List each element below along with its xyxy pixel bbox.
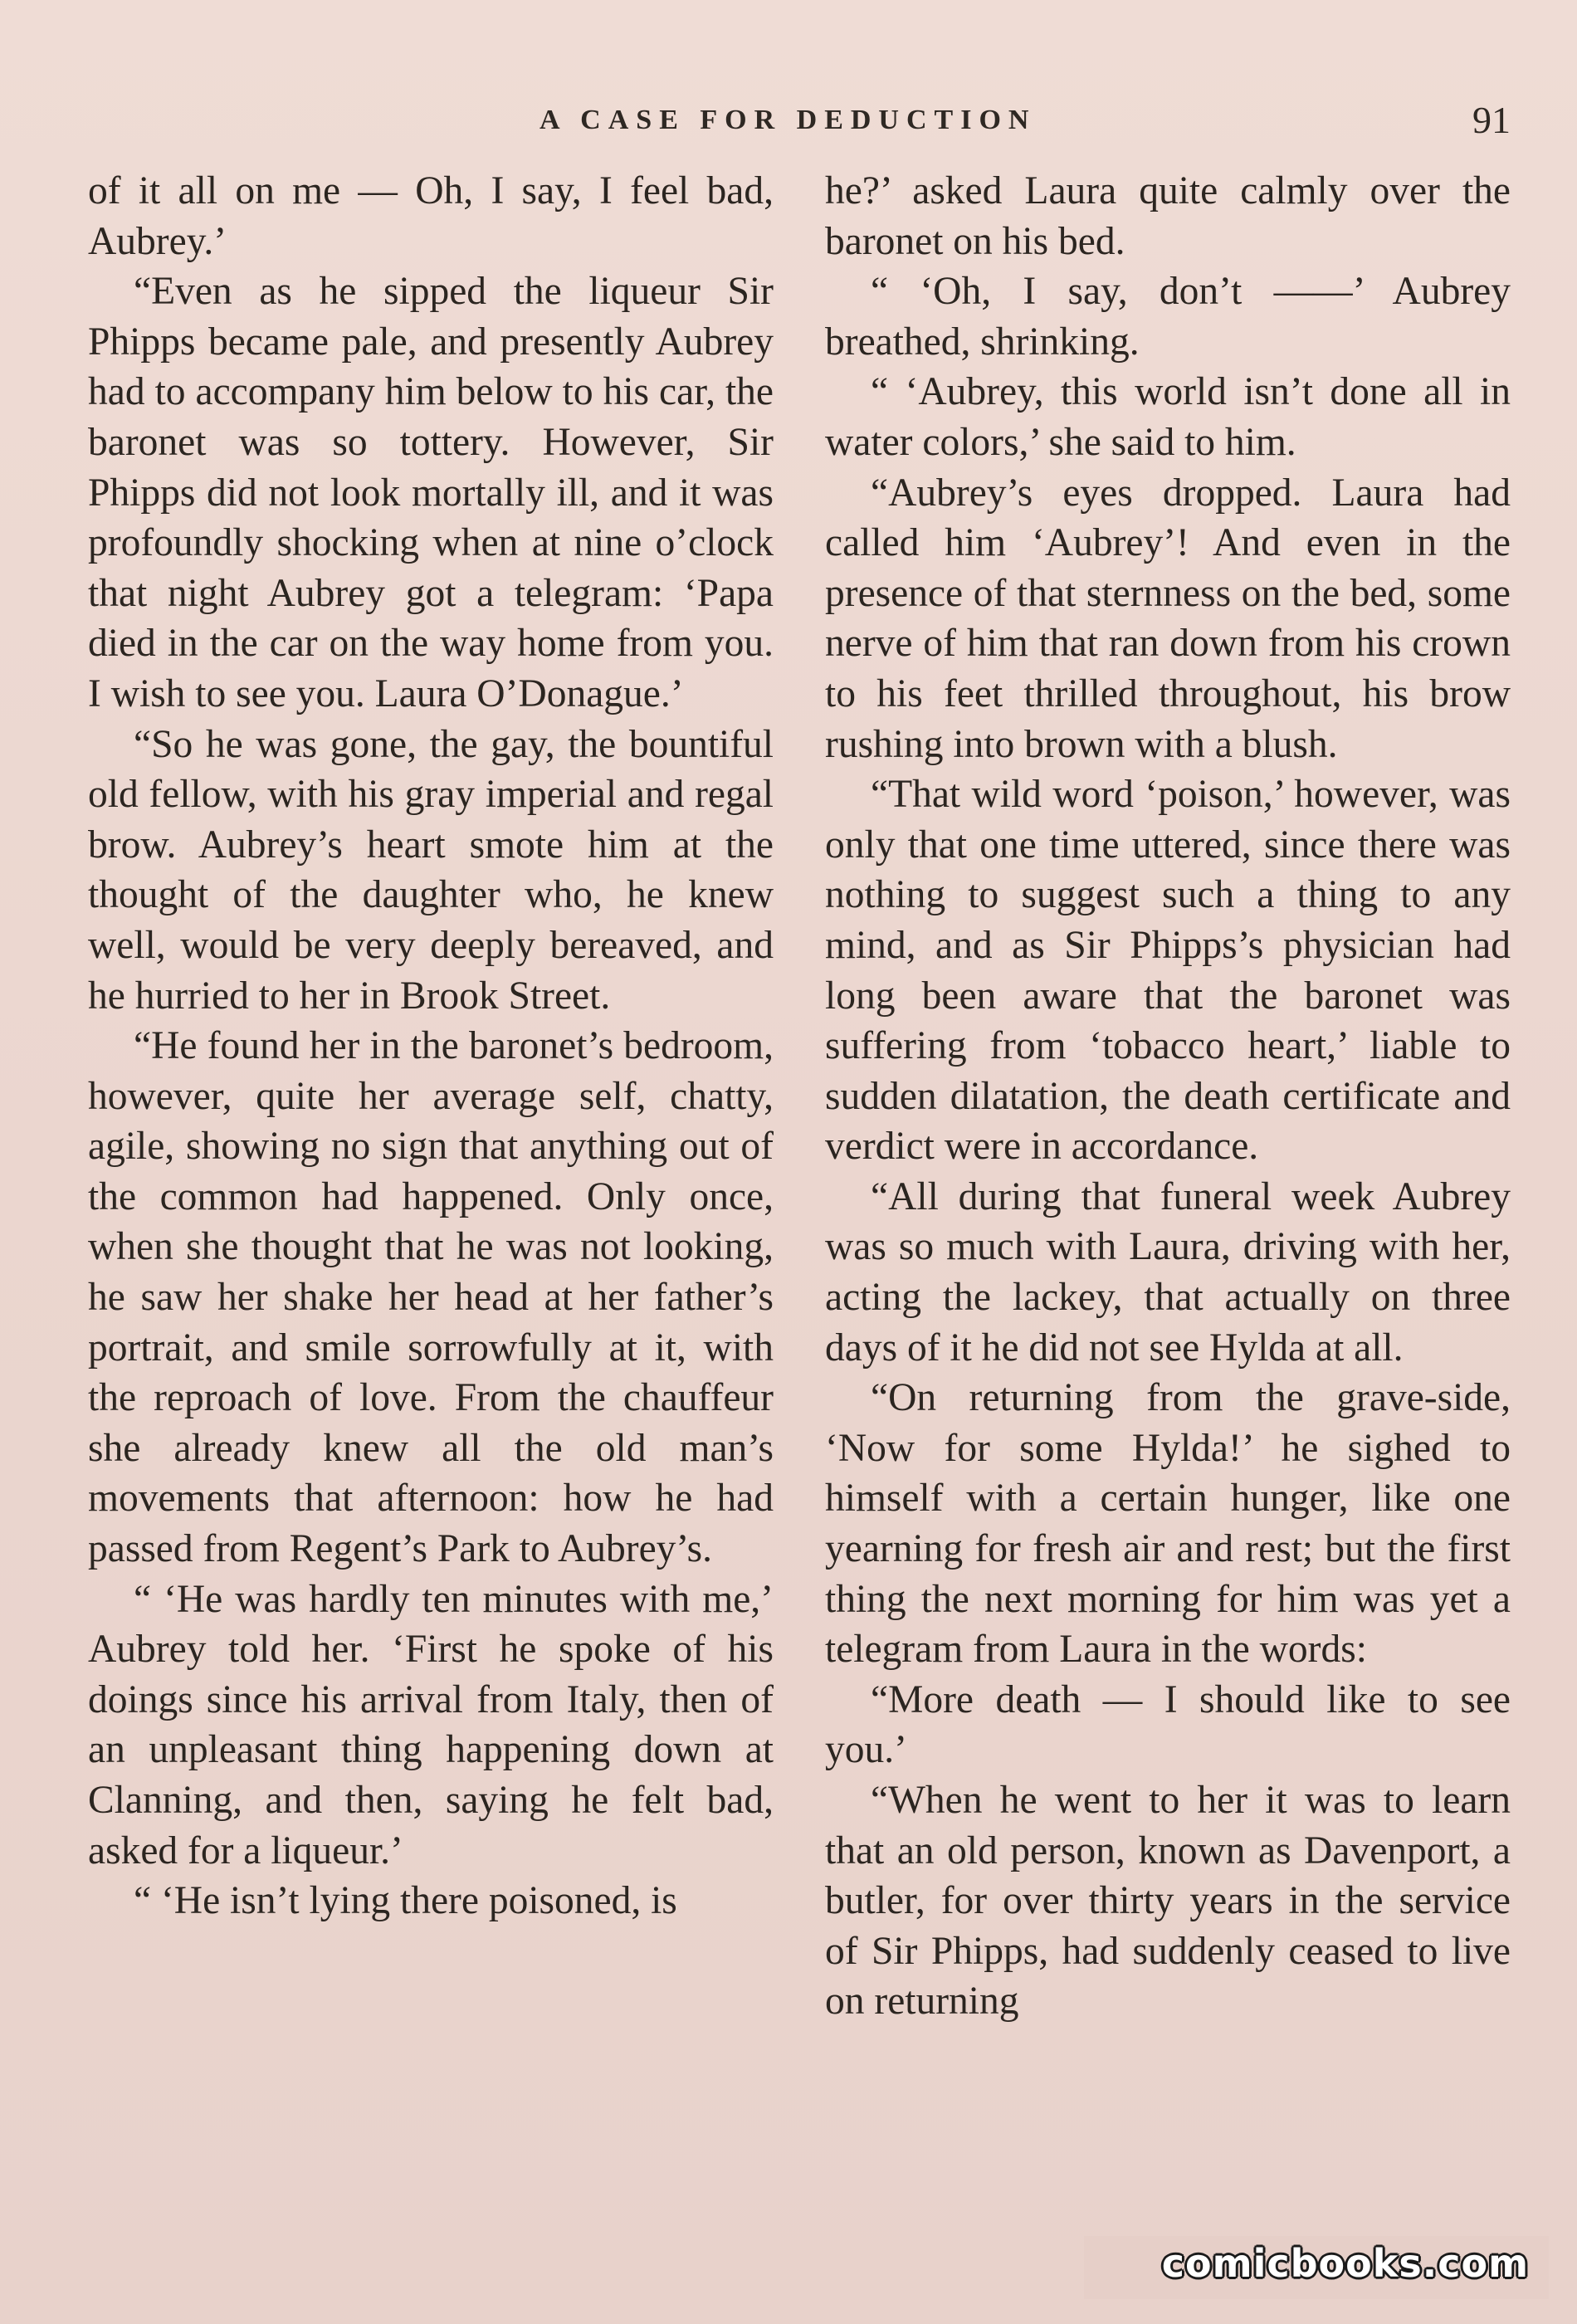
paragraph: “ ‘He was hardly ten minutes with me,’ Aubrey told her. ‘First he spoke of his doings since his arrival from Italy, then of an unpleasant thing happening down at Clanning, and then, saying he felt bad, asked for a liqueur.’ xyxy=(88,1577,774,1872)
paragraph: “Even as he sipped the liqueur Sir Phipps became pale, and presently Aubrey had to accompany him below to his car, the baronet was so tottery. However, Sir Phipps did not look mortally ill, and it was profoundly shocking when at nine o’clock that night Aubrey got a telegram: ‘Papa died in the car on the way home from you. I wish to see you. Laura O’Donague.’ xyxy=(88,270,774,715)
paragraph: “When he went to her it was to learn that an old person, known as Davenport, a butler, for over thirty years in the service of Sir Phipps, had suddenly ceased to live on returning xyxy=(825,1779,1511,2024)
paragraph: “ ‘Oh, I say, don’t ——’ Aubrey breathed, shrinking. xyxy=(825,270,1511,364)
paragraph: “More death — I should like to see you.’ xyxy=(825,1677,1511,1772)
page-number: 91 xyxy=(1472,99,1511,141)
page-header xyxy=(0,98,1577,148)
paragraph: “So he was gone, the gay, the bountiful old fellow, with his gray imperial and regal brow. Aubrey’s heart smote him at the thought of the daughter who, he knew well, would be very deeply bereaved, and he hurried to her in Brook Street. xyxy=(88,722,774,1018)
paragraph: “He found her in the baronet’s bedroom, however, quite her average self, chatty, agile, showing no sign that anything out of the common had happened. Only once, when she thought that he was not looking, he saw her shake her head at her father’s portrait, and smile sorrowfully at it, with the reproach of love. From the chauffeur she already knew all the old man’s movements that afternoon: how he had passed from Regent’s Park to Aubrey’s. xyxy=(88,1024,774,1571)
watermark-text: comicbooks.com xyxy=(1161,2241,1529,2286)
paragraph: “ ‘Aubrey, this world isn’t done all in water colors,’ she said to him. xyxy=(825,370,1511,464)
paragraph: “Aubrey’s eyes dropped. Laura had called him ‘Aubrey’! And even in the presence of that sternness on the bed, some nerve of him that ran down from his crown to his feet thrilled throughout, his brow rushing into brown with a blush. xyxy=(825,471,1511,766)
running-title: A CASE FOR DEDUCTION xyxy=(540,105,1037,135)
paragraph: “ ‘He isn’t lying there poisoned, is xyxy=(134,1879,677,1923)
paragraph: of it all on me — Oh, I say, I feel bad, Aubrey.’ xyxy=(88,169,774,263)
right-column xyxy=(825,166,1511,2027)
left-column xyxy=(88,166,774,1926)
paragraph: he?’ asked Laura quite calmly over the baronet on his bed. xyxy=(825,169,1511,263)
paragraph: “All during that funeral week Aubrey was so much with Laura, driving with her, acting the lackey, that actually on three days of it he did not see Hylda at all. xyxy=(825,1174,1511,1370)
paragraph: “That wild word ‘poison,’ however, was only that one time uttered, since there was nothing to suggest such a thing to any mind, and as Sir Phipps’s physician had long been aware that the baronet was suffering from ‘tobacco heart,’ liable to sudden dilatation, the death certificate and verdict were in accordance. xyxy=(825,773,1511,1169)
paragraph: “On returning from the grave-side, ‘Now for some Hylda!’ he sighed to himself with a certain hunger, like one yearning for fresh air and rest; but the first thing the next morning for him was yet a telegram from Laura in the words: xyxy=(825,1376,1511,1672)
watermark xyxy=(1084,2236,1549,2299)
